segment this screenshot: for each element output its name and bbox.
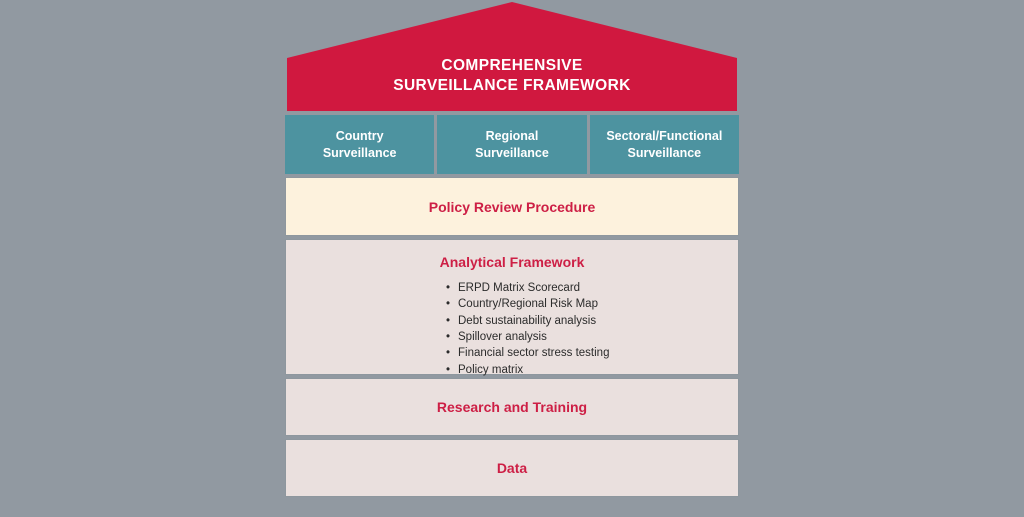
list-item: • Financial sector stress testing: [446, 345, 738, 361]
surveillance-cell-sectoral-line1: Sectoral/Functional: [606, 128, 723, 143]
analytical-framework-title: Analytical Framework: [439, 254, 585, 270]
analytical-framework-list: [286, 280, 738, 378]
data-band[interactable]: [285, 439, 739, 497]
list-item: • Spillover analysis: [446, 329, 738, 345]
roof-title-line2: SURVEILLANCE FRAMEWORK: [393, 77, 631, 95]
roof-title-line1: COMPREHENSIVE: [441, 57, 583, 74]
list-item: • Policy matrix: [446, 362, 738, 378]
list-item: • ERPD Matrix Scorecard: [446, 280, 738, 296]
surveillance-row: [285, 115, 739, 174]
surveillance-cell-regional-line2: Surveillance: [475, 145, 549, 160]
surveillance-cell-country[interactable]: [285, 115, 434, 174]
framework-diagram: [285, 0, 739, 517]
policy-review-band[interactable]: [285, 177, 739, 236]
research-training-band[interactable]: [285, 378, 739, 436]
policy-review-title: Policy Review Procedure: [428, 198, 596, 215]
roof-title: [285, 56, 739, 97]
research-training-title: Research and Training: [436, 399, 588, 415]
list-item: • Debt sustainability analysis: [446, 313, 738, 329]
surveillance-cell-regional-line1: Regional: [485, 128, 539, 143]
surveillance-cell-regional[interactable]: [437, 115, 586, 174]
surveillance-cell-sectoral-line2: Surveillance: [627, 145, 702, 160]
surveillance-cell-country-line2: Surveillance: [322, 145, 397, 160]
analytical-framework-band[interactable]: [285, 239, 739, 375]
roof-section: [285, 0, 739, 113]
list-item: • Country/Regional Risk Map: [446, 296, 738, 312]
surveillance-cell-country-line1: Country: [335, 128, 384, 143]
surveillance-cell-sectoral[interactable]: [590, 115, 739, 174]
data-title: Data: [496, 460, 528, 476]
